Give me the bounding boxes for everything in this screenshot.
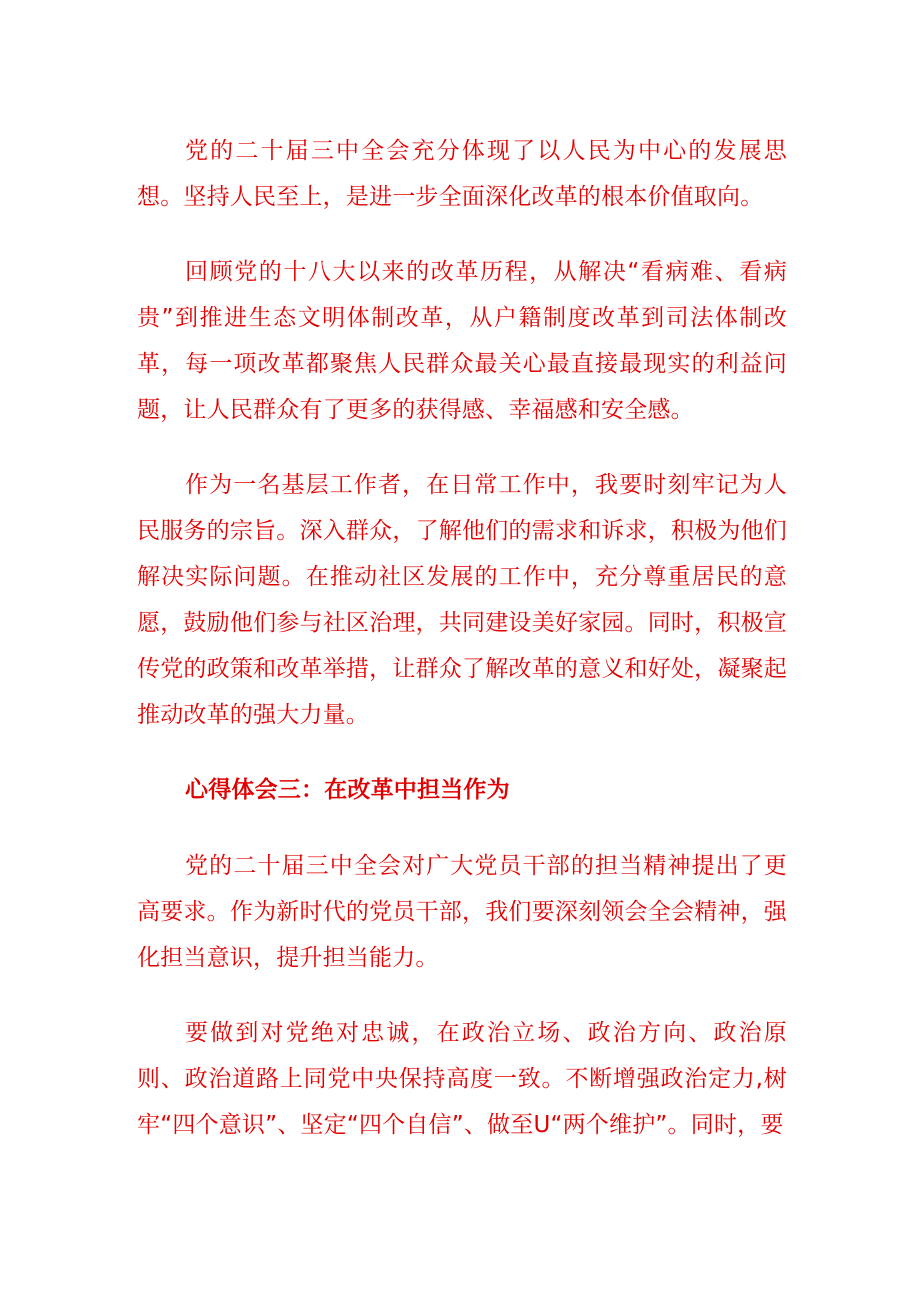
document-body (137, 128, 787, 1177)
section-heading: 心得体会三：在改革中担当作为 (185, 777, 510, 803)
paragraph-3: 作为一名基层工作者，在日常工作中，我要时刻牢记为人民服务的宗旨。深入群众，了解他们的需求和诉求，积极为他们解决实际问题。在推动社区发展的工作中，充分尊重居民的意愿，鼓励他们参与社区治理，共同建设美好家园。同时，积极宣传党的政策和改革举措，让群众了解改革的意义和好处，凝聚起推动改革的强大力量。 (137, 472, 787, 728)
paragraph-1: 党的二十届三中全会充分体现了以人民为中心的发展思想。坚持人民至上，是进一步全面深化改革的根本价值取向。 (137, 138, 787, 210)
paragraph-4: 党的二十届三中全会对广大党员干部的担当精神提出了更高要求。作为新时代的党员干部，我们要深刻领会全会精神，强化担当意识，提升担当能力。 (137, 853, 787, 971)
paragraph-2: 回顾党的十八大以来的改革历程，从解决“看病难、看病贵”到推进生态文明体制改革，从户籍制度改革到司法体制改革，每一项改革都聚焦人民群众最关心最直接最现实的利益问题，让人民群众有了更多的获得感、幸福感和安全感。 (137, 259, 787, 423)
paragraph-5: 要做到对党绝对忠诚，在政治立场、政治方向、政治原则、政治道路上同党中央保持高度一致。不断增强政治定力,树牢“四个意识”、坚定“四个自信”、做至U“两个维护”。同时，要 (137, 1020, 787, 1138)
